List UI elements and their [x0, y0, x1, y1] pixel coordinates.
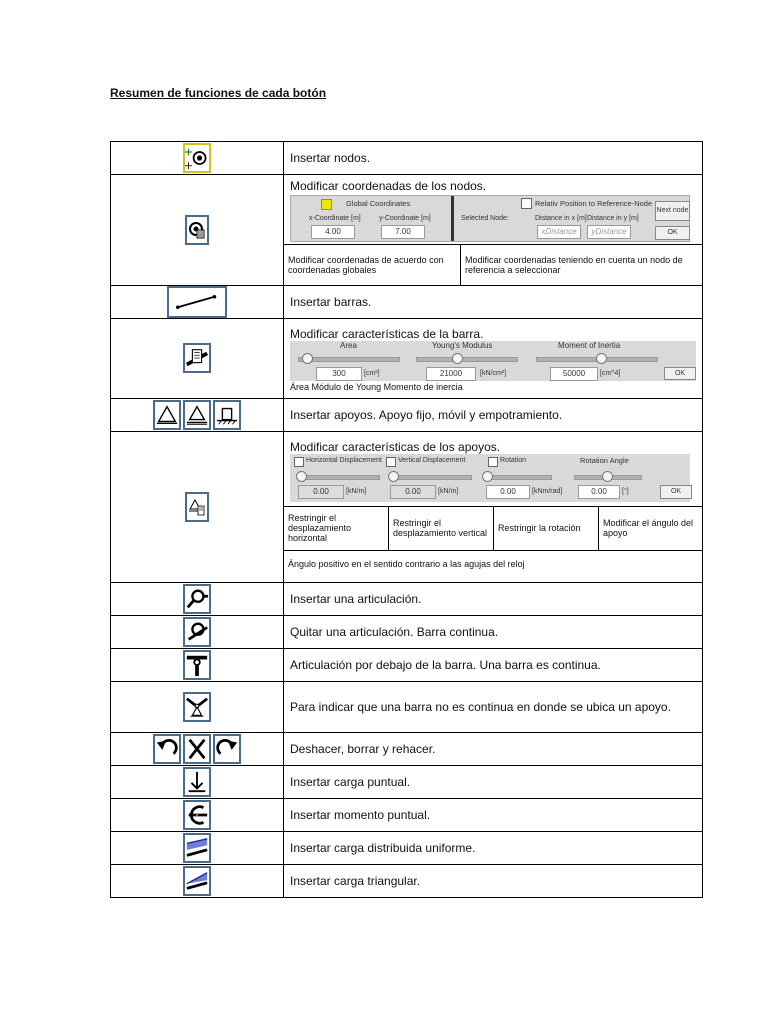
rotation-restraint-note: Restringir la rotación: [494, 506, 599, 550]
row-description: Insertar una articulación.: [284, 582, 703, 615]
support-properties-panel: Horizontal Displacement Vertical Displacement Rotation Rotation Angle 0.00 [kN/m] 0.00 [kN/m] 0.00 [kNm/rad] 0.00 [°] OK: [290, 454, 690, 502]
row-description: Modificar coordenadas de los nodos.: [290, 179, 487, 193]
angle-sign-note: Ángulo positivo en el sentido contrario a las agujas del reloj: [284, 550, 702, 577]
bar-properties-caption: Área Módulo de Young Momento de inercia: [290, 381, 463, 392]
table-row: [111, 398, 703, 431]
table-row: [111, 831, 703, 864]
row-description: Quitar una articulación. Barra continua.: [284, 615, 703, 648]
inertia-slider[interactable]: [596, 353, 607, 364]
uniform-load-icon[interactable]: [183, 833, 211, 863]
table-row: [111, 648, 703, 681]
triangular-load-icon[interactable]: [183, 866, 211, 896]
global-coordinates-note: Modificar coordenadas de acuerdo con coordenadas globales: [284, 245, 461, 285]
next-node-button[interactable]: Next node: [655, 201, 690, 221]
rotation-stiffness-slider[interactable]: [482, 471, 493, 482]
table-row: [111, 765, 703, 798]
row-description: Modificar características de los apoyos.: [290, 439, 501, 454]
table-row: [111, 175, 703, 286]
relative-position-checkbox[interactable]: [521, 198, 532, 209]
table-row: [111, 732, 703, 765]
row-description: Insertar nodos.: [284, 142, 703, 175]
rotation-angle-input[interactable]: 0.00: [578, 485, 620, 499]
table-row: [111, 615, 703, 648]
y-coordinate-input[interactable]: 7.00: [381, 225, 425, 239]
ok-button[interactable]: OK: [655, 226, 690, 240]
row-description: Articulación por debajo de la barra. Una barra es continua.: [284, 648, 703, 681]
rotation-stiffness-input[interactable]: 0.00: [486, 485, 530, 499]
row-description: Insertar carga distribuida uniforme.: [284, 831, 703, 864]
relative-coordinates-note: Modificar coordenadas teniendo en cuenta un nodo de referencia a seleccionar: [461, 245, 703, 285]
row-description: Insertar momento puntual.: [284, 798, 703, 831]
insert-hinge-icon[interactable]: [183, 584, 211, 614]
table-row: [111, 864, 703, 897]
x-distance-input[interactable]: xDistance: [537, 225, 581, 239]
rotation-angle-slider[interactable]: [602, 471, 613, 482]
point-moment-icon[interactable]: [183, 800, 211, 830]
document-title: Resumen de funciones de cada botón: [110, 86, 327, 100]
point-load-icon[interactable]: [183, 767, 211, 797]
ok-button[interactable]: OK: [660, 485, 692, 499]
row-description: Insertar carga triangular.: [284, 864, 703, 897]
fixed-support-icon[interactable]: [153, 400, 181, 430]
vertical-stiffness-input[interactable]: 0.00: [390, 485, 436, 499]
horizontal-stiffness-input[interactable]: 0.00: [298, 485, 344, 499]
redo-icon[interactable]: [213, 734, 241, 764]
horizontal-displacement-checkbox[interactable]: [294, 457, 304, 467]
row-description: Insertar apoyos. Apoyo fijo, móvil y empotramiento.: [284, 398, 703, 431]
table-row: [111, 681, 703, 732]
table-row: [111, 318, 703, 398]
modify-bar-icon[interactable]: [183, 343, 211, 373]
young-modulus-input[interactable]: 21000: [426, 367, 476, 381]
clamped-support-icon[interactable]: [213, 400, 241, 430]
table-row: [111, 285, 703, 318]
row-description: Insertar carga puntual.: [284, 765, 703, 798]
discontinuous-support-icon[interactable]: [183, 692, 211, 722]
row-description: Para indicar que una barra no es continua en donde se ubica un apoyo.: [284, 681, 703, 732]
modify-support-icon[interactable]: [185, 492, 209, 522]
inertia-input[interactable]: 50000: [550, 367, 598, 381]
node-coordinates-panel: Global Coordinates x-Coordinate [m] y-Coordinate [m] 4.00 7.00 Relativ Position to Reference-Node Selected Node: Distance in x [m] Distance in y [m] xDistance yDistance Next node OK: [290, 195, 690, 242]
vertical-stiffness-slider[interactable]: [388, 471, 399, 482]
button-functions-table: [110, 141, 703, 898]
ok-button[interactable]: OK: [664, 367, 696, 380]
table-row: [111, 798, 703, 831]
rotation-checkbox[interactable]: [488, 457, 498, 467]
remove-hinge-icon[interactable]: [183, 617, 211, 647]
hinge-below-bar-icon[interactable]: [183, 650, 211, 680]
row-description: Deshacer, borrar y rehacer.: [284, 732, 703, 765]
area-slider[interactable]: [302, 353, 313, 364]
table-row: [111, 582, 703, 615]
horizontal-stiffness-slider[interactable]: [296, 471, 307, 482]
bar-properties-panel: Area Young's Modulus Moment of Inertia 300 [cm²] 21000 [kN/cm²] 50000 [cm^4] OK: [290, 341, 696, 381]
row-description: Modificar características de la barra.: [290, 326, 484, 341]
vertical-restraint-note: Restringir el desplazamiento vertical: [389, 506, 494, 550]
modify-node-icon[interactable]: [185, 215, 209, 245]
insert-bar-icon[interactable]: [167, 286, 227, 318]
roller-support-icon[interactable]: [183, 400, 211, 430]
area-input[interactable]: 300: [316, 367, 362, 381]
undo-icon[interactable]: [153, 734, 181, 764]
x-coordinate-input[interactable]: 4.00: [311, 225, 355, 239]
vertical-displacement-checkbox[interactable]: [386, 457, 396, 467]
global-coordinates-checkbox[interactable]: [321, 199, 332, 210]
delete-icon[interactable]: [183, 734, 211, 764]
support-angle-note: Modificar el ángulo del apoyo: [599, 506, 703, 550]
table-row: [111, 431, 703, 582]
insert-node-icon[interactable]: [183, 143, 211, 173]
table-row: [111, 142, 703, 175]
horizontal-restraint-note: Restringir el desplazamiento horizontal: [284, 506, 389, 550]
young-modulus-slider[interactable]: [452, 353, 463, 364]
y-distance-input[interactable]: yDistance: [587, 225, 631, 239]
row-description: Insertar barras.: [284, 285, 703, 318]
